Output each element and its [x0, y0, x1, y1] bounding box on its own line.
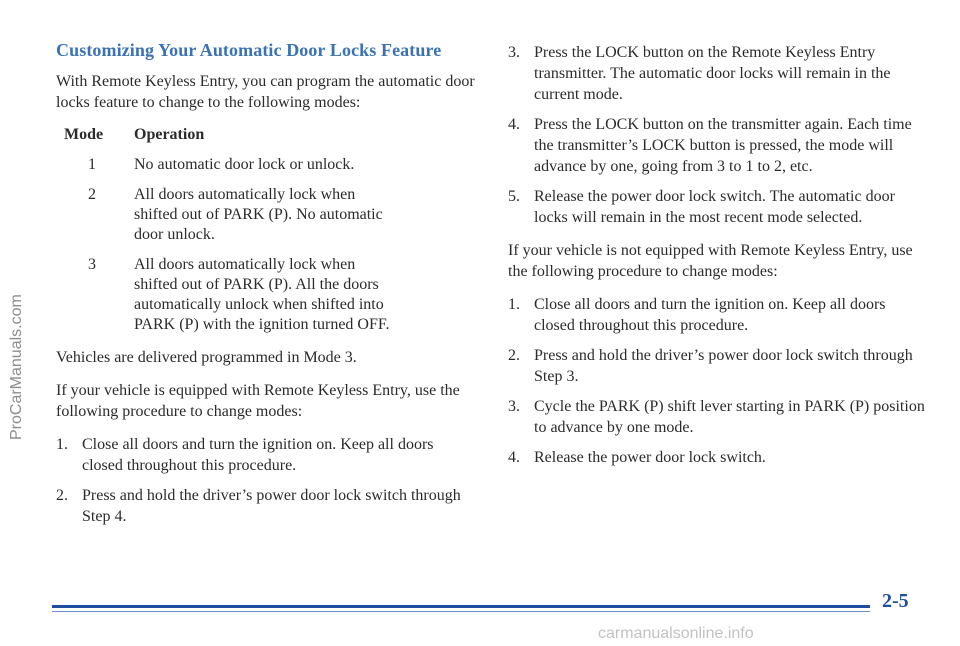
list-item	[508, 447, 928, 468]
modes-table	[64, 125, 476, 335]
step-number: 3.	[508, 398, 520, 415]
step-text: Cycle the PARK (P) shift lever starting in PARK (P) position to advance by one mode.	[534, 398, 925, 436]
list-item	[508, 345, 928, 387]
equipped-steps-continued	[508, 42, 928, 228]
list-item	[508, 42, 928, 105]
mode-row	[64, 185, 476, 245]
mode-column-header: Mode	[64, 126, 104, 143]
step-number: 2.	[508, 347, 520, 364]
intro-paragraph: With Remote Keyless Entry, you can program the automatic door locks feature to change to the following modes:	[56, 73, 475, 111]
mode-row	[64, 255, 476, 335]
list-item	[56, 485, 476, 527]
list-item	[508, 294, 928, 336]
step-number: 1.	[508, 296, 520, 313]
step-text: Press the LOCK button on the Remote Keyless Entry transmitter. The automatic door locks will remain in the current mode.	[534, 44, 891, 103]
page-number: 2-5	[882, 590, 909, 612]
step-number: 1.	[56, 436, 68, 453]
list-item	[56, 434, 476, 476]
modes-header	[64, 125, 476, 145]
mode-row	[64, 155, 476, 175]
list-item	[508, 186, 928, 228]
footer-rule-thin	[52, 611, 870, 612]
step-number: 2.	[56, 487, 68, 504]
operation-column-header: Operation	[134, 126, 205, 143]
mode-operation: All doors automatically lock when shifted out of PARK (P). No automatic door unlock.	[134, 186, 383, 243]
step-text: Press the LOCK button on the transmitter again. Each time the transmitter’s LOCK button is pressed, the mode will advance by one, going from 3 to 1 to 2, etc.	[534, 116, 912, 175]
side-watermark: ProCarManuals.com	[8, 294, 25, 440]
step-text: Close all doors and turn the ignition on. Keep all doors closed throughout this procedure.	[534, 296, 886, 334]
step-text: Close all doors and turn the ignition on. Keep all doors closed throughout this procedure.	[82, 436, 434, 474]
step-number: 4.	[508, 116, 520, 133]
section-title: Customizing Your Automatic Door Locks Feature	[56, 40, 442, 60]
not-equipped-paragraph: If your vehicle is not equipped with Remote Keyless Entry, use the following procedure to change modes:	[508, 242, 913, 280]
step-text: Release the power door lock switch.	[534, 449, 766, 466]
step-text: Press and hold the driver’s power door lock switch through Step 3.	[534, 347, 913, 385]
footer-rule	[52, 605, 870, 608]
step-text: Release the power door lock switch. The automatic door locks will remain in the most recent mode selected.	[534, 188, 895, 226]
not-equipped-steps-list	[508, 294, 928, 468]
list-item	[508, 396, 928, 438]
equipped-paragraph: If your vehicle is equipped with Remote Keyless Entry, use the following procedure to change modes:	[56, 382, 460, 420]
mode-operation: No automatic door lock or unlock.	[134, 156, 355, 173]
mode-operation: All doors automatically lock when shifted out of PARK (P). All the doors automatically unlock when shifted into PARK (P) with the ignition turned OFF.	[134, 256, 390, 333]
delivered-paragraph: Vehicles are delivered programmed in Mode 3.	[56, 349, 357, 366]
footer-watermark: carmanualsonline.info	[598, 625, 754, 642]
step-number: 3.	[508, 44, 520, 61]
right-column	[508, 42, 928, 480]
mode-number: 2	[88, 186, 96, 203]
mode-number: 1	[88, 156, 96, 173]
mode-number: 3	[88, 256, 96, 273]
equipped-steps-list	[56, 434, 476, 527]
step-number: 5.	[508, 188, 520, 205]
list-item	[508, 114, 928, 177]
left-column	[56, 40, 476, 539]
step-number: 4.	[508, 449, 520, 466]
step-text: Press and hold the driver’s power door lock switch through Step 4.	[82, 487, 461, 525]
